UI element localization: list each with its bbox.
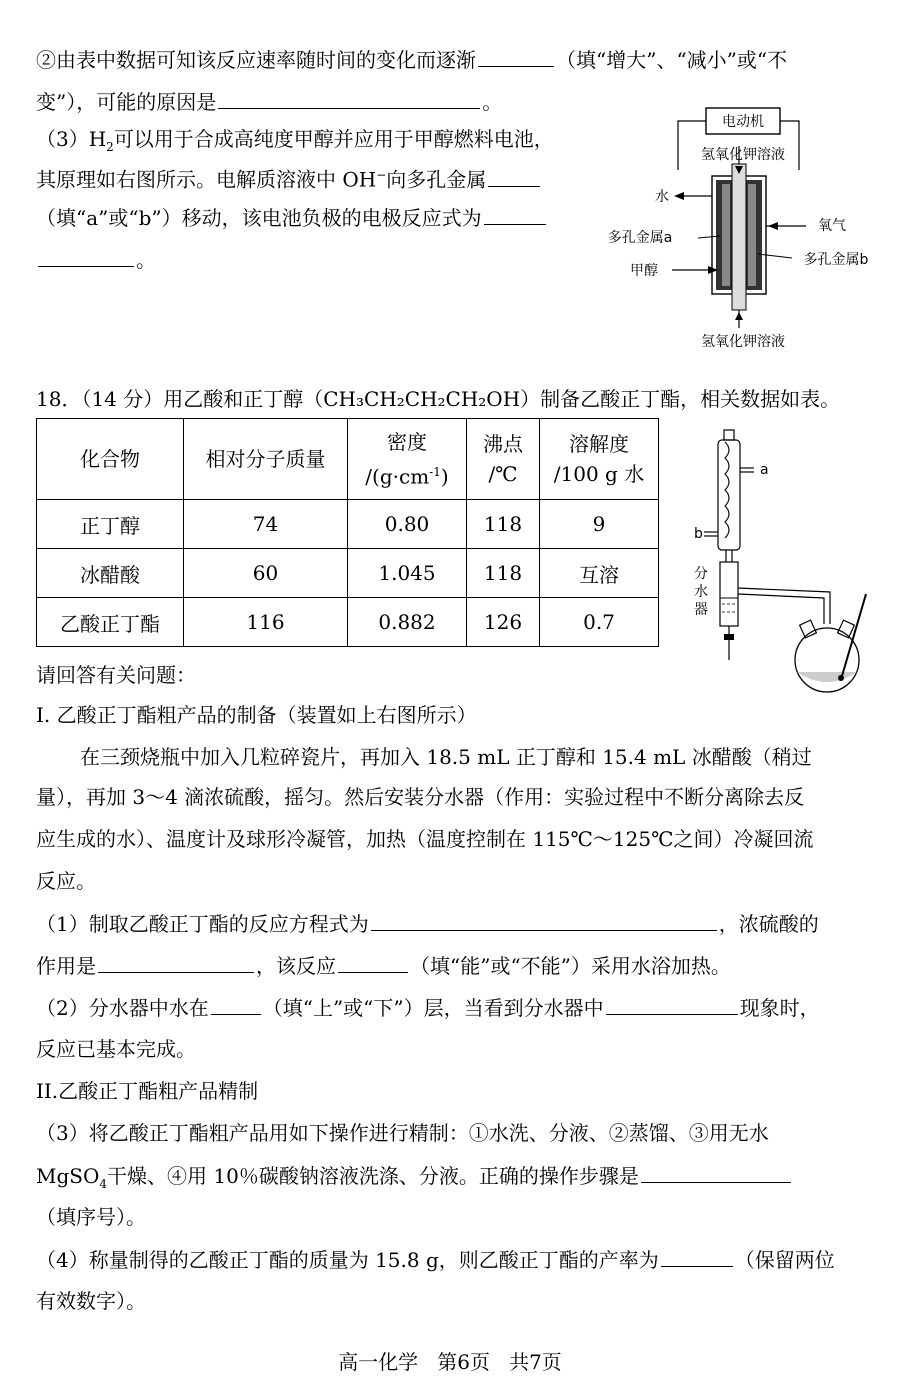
header-compound: 化合物 — [37, 419, 184, 500]
table-cell: 116 — [184, 598, 348, 647]
answer-blank[interactable] — [488, 164, 540, 187]
section-2-heading: II.乙酸正丁酯粗产品精制 — [36, 1079, 259, 1103]
q17-part2-line1: ②由表中数据可知该反应速率随时间的变化而逐渐 （填“增大”、“减小”或“不 — [36, 44, 787, 75]
section-1-heading: I. 乙酸正丁酯粗产品的制备（装置如上右图所示） — [36, 703, 477, 727]
koh-bottom-label: 氢氧化钾溶液 — [701, 334, 785, 350]
procedure-line-2: 量），再加 3～4 滴浓硫酸，摇匀。然后安装分水器（作用：实验过程中不断分离除去反 — [36, 785, 805, 809]
answer-blank[interactable] — [98, 950, 254, 973]
q17-part3-line4: 。 — [36, 244, 156, 275]
table-cell: 0.80 — [348, 500, 467, 549]
fuel-cell-diagram — [600, 104, 900, 354]
answer-blank[interactable] — [38, 244, 134, 267]
table-cell: 60 — [184, 549, 348, 598]
condenser-outlet-a-label: a — [760, 462, 769, 478]
table-cell: 冰醋酸 — [37, 549, 184, 598]
table-cell: 126 — [467, 598, 540, 647]
q18-ask: 请回答有关问题： — [36, 663, 196, 687]
table-cell: 9 — [540, 500, 659, 549]
table-cell: 乙酸正丁酯 — [37, 598, 184, 647]
procedure-line-4: 反应。 — [36, 869, 96, 893]
answer-blank[interactable] — [484, 202, 546, 225]
q17-part3-line3: （填“a”或“b”）移动，该电池负极的电极反应式为 — [36, 202, 548, 233]
answer-blank[interactable] — [606, 992, 738, 1015]
table-header-row — [37, 419, 659, 500]
table-row — [37, 500, 659, 549]
table-row — [37, 549, 659, 598]
header-density: 密度 $/(g\cdot cm^{-1})$ — [348, 419, 467, 500]
q18-part1-line2: 作用是 ，该反应 （填“能”或“不能”）采用水浴加热。 — [36, 950, 731, 981]
separator-label-3: 器 — [694, 602, 708, 618]
table-cell: 0.882 — [348, 598, 467, 647]
header-boiling-point: 沸点 /℃ — [467, 419, 540, 500]
table-cell: 0.7 — [540, 598, 659, 647]
q18-part1-line1: （1）制取乙酸正丁酯的反应方程式为 ，浓硫酸的 — [36, 908, 819, 939]
answer-blank[interactable] — [211, 992, 261, 1015]
separator-label-1: 分 — [694, 566, 708, 582]
table-cell: 1.045 — [348, 549, 467, 598]
procedure-line-3: 应生成的水）、温度计及球形冷凝管，加热（温度控制在 115℃～125℃之间）冷凝回流 — [36, 827, 814, 851]
table-cell: 118 — [467, 500, 540, 549]
table-cell: 互溶 — [540, 549, 659, 598]
metal-a-label: 多孔金属a — [607, 230, 673, 246]
q18-part2-line2: 反应已基本完成。 — [36, 1037, 196, 1061]
q18-part4-line2: 有效数字）。 — [36, 1289, 146, 1313]
motor-label: 电动机 — [722, 114, 764, 130]
methanol-label: 甲醇 — [630, 263, 658, 279]
table-cell: 118 — [467, 549, 540, 598]
answer-blank[interactable] — [371, 908, 717, 931]
answer-blank[interactable] — [218, 86, 480, 109]
page-footer: 高一化学 第6页 共7页 — [338, 1350, 562, 1374]
q18-part3-line1: （3）将乙酸正丁酯粗产品用如下操作进行精制：①水洗、分液、②蒸馏、③用无水 — [36, 1121, 769, 1145]
table-cell: 74 — [184, 500, 348, 549]
reflux-apparatus-diagram — [690, 428, 880, 698]
condenser-inlet-b-label: b — [694, 526, 703, 542]
answer-blank[interactable] — [478, 44, 554, 67]
koh-top-label: 氢氧化钾溶液 — [701, 147, 785, 163]
q18-part4-line1: （4）称量制得的乙酸正丁酯的质量为 15.8 g，则乙酸正丁酯的产率为 （保留两位 — [36, 1244, 835, 1275]
answer-blank[interactable] — [661, 1244, 733, 1267]
procedure-line-1: 在三颈烧瓶中加入几粒碎瓷片，再加入 18.5 mL 正丁醇和 15.4 mL 冰醋酸（稍过 — [80, 745, 812, 769]
answer-blank[interactable] — [641, 1160, 791, 1183]
separator-label-2: 水 — [694, 584, 708, 600]
answer-blank[interactable] — [338, 950, 408, 973]
q18-part3-line2: MgSO$_4$干燥、④用 10％碳酸钠溶液洗涤、分液。正确的操作步骤是 — [36, 1160, 793, 1199]
metal-b-label: 多孔金属b — [803, 252, 869, 268]
header-molar-mass: 相对分子质量 — [184, 419, 348, 500]
data-table — [36, 418, 659, 647]
q18-part2-line1: （2）分水器中水在 （填“上”或“下”）层，当看到分水器中 现象时， — [36, 992, 820, 1023]
q18-intro: 18．（14 分）用乙酸和正丁醇（CH₃CH₂CH₂CH₂OH）制备乙酸正丁酯，相关数据如表。 — [36, 387, 841, 411]
oxygen-label: 氧气 — [818, 218, 846, 234]
water-label: 水 — [655, 189, 669, 205]
q17-part3-line1: $(3)H_2$可以用于合成高纯度甲醇并应用于甲醇燃料电池， — [36, 127, 554, 154]
q17-part2-line2: 变”），可能的原因是 。 — [36, 86, 502, 117]
q18-part3-line3: （填序号）。 — [36, 1205, 146, 1229]
table-row — [37, 598, 659, 647]
header-solubility: 溶解度 /100 g 水 — [540, 419, 659, 500]
q17-part3-line2: 其原理如右图所示。电解质溶液中 OH−向多孔金属 — [36, 160, 542, 195]
table-cell: 正丁醇 — [37, 500, 184, 549]
